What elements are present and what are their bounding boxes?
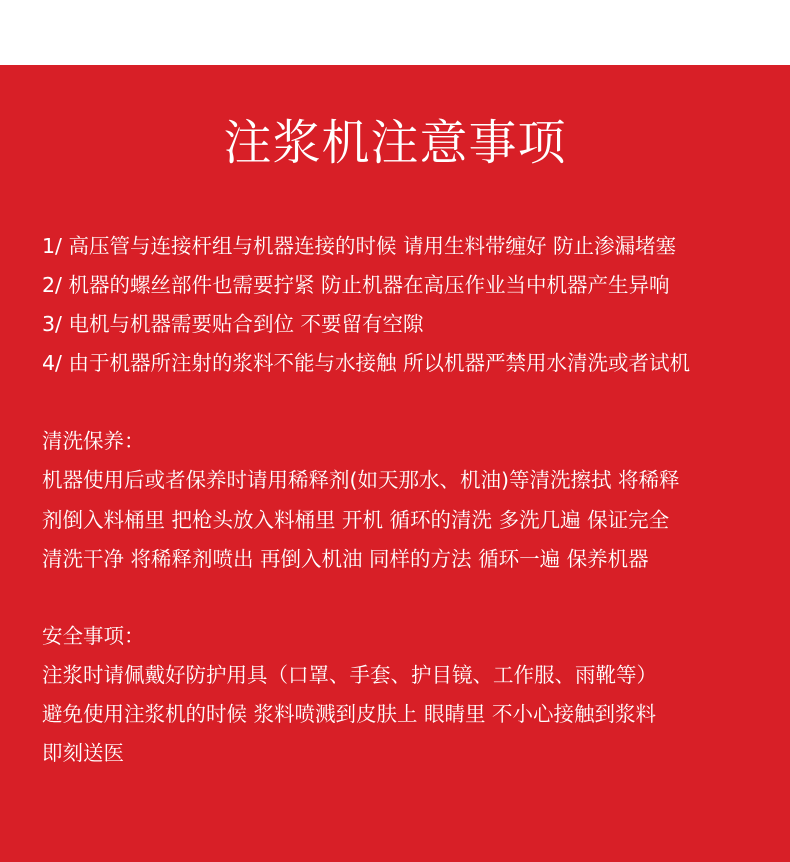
note-3: 3/ 电机与机器需要贴合到位 不要留有空隙 <box>42 312 424 336</box>
cleaning-heading: 清洗保养： <box>42 429 145 453</box>
safety-line-3: 即刻送医 <box>42 741 124 765</box>
cleaning-line-1: 机器使用后或者保养时请用稀释剂(如天那水、机油)等清洗擦拭 将稀释 <box>42 468 680 492</box>
note-1: 1/ 高压管与连接杆组与机器连接的时候 请用生料带缠好 防止渗漏堵塞 <box>42 234 676 258</box>
note-2: 2/ 机器的螺丝部件也需要拧紧 防止机器在高压作业当中机器产生异响 <box>42 273 670 297</box>
note-4: 4/ 由于机器所注射的浆料不能与水接触 所以机器严禁用水清洗或者试机 <box>42 351 690 375</box>
safety-line-2: 避免使用注浆机的时候 浆料喷溅到皮肤上 眼睛里 不小心接触到浆料 <box>42 702 657 726</box>
cleaning-line-3: 清洗干净 将稀释剂喷出 再倒入机油 同样的方法 循环一遍 保养机器 <box>42 547 649 571</box>
page-title: 注浆机注意事项 <box>223 115 567 171</box>
safety-heading: 安全事项： <box>42 624 145 648</box>
cleaning-line-2: 剂倒入料桶里 把枪头放入料桶里 开机 循环的清洗 多洗几遍 保证完全 <box>42 508 670 532</box>
safety-line-1: 注浆时请佩戴好防护用具（口罩、手套、护目镜、工作服、雨靴等） <box>42 663 657 687</box>
